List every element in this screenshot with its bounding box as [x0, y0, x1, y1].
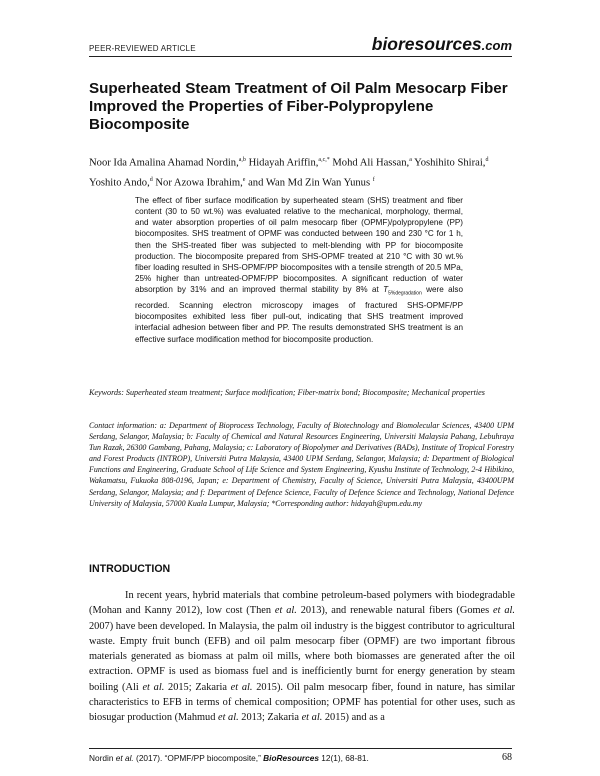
abstract-text: The effect of fiber surface modification by superheated steam (SHS) treatment and fiber content (30 to 50 wt.%) was evaluated relative to the mechanical, morphology, thermal, and water absorption properties of oil palm mesocarp fiber (OPMF)/polypropylene (PP) biocomposites. SHS treatment of OPMF was conducted between 190 and 230 °C for 1 h, then the SHS-treated fiber was subjected to melt-blending with PP for biocomposite production. The biocomposite prepared from SHS-OPMF treated at 210 °C with 30 wt.% fiber loading resulted in SHS-OPMF/PP biocomposites with a tensile strength of 20.5 MPa, 25% higher than untreated-OPMF/PP biocomposites. A significant reduction of water absorption by 31% and an improved thermal stability by 8% at	[135, 196, 463, 295]
author-affiliation: d	[485, 157, 489, 163]
abstract	[135, 195, 463, 345]
text-run-italic: et al.	[301, 712, 323, 723]
citation-etal: et al.	[115, 753, 134, 763]
keywords: Keywords: Superheated steam treatment; Surface modification; Fiber-matrix bond; Biocomposite; Mechanical properties	[89, 388, 485, 397]
author-affiliation: a,b	[238, 157, 246, 163]
page-number: 68	[502, 752, 512, 763]
journal-logo[interactable]	[372, 34, 512, 55]
citation-author: Nordin	[89, 753, 116, 763]
text-run: 2013), and renewable natural fibers (Gomes	[296, 605, 494, 617]
abstract-text-end: were also recorded. Scanning electron microscopy images of fractured SHS-OPMF/PP biocomposites exhibited less fiber pull-out, indicating that SHS treatment improved interfacial adhesion between fiber and PP. The results demonstrated SHS treatment is an effective surface modification method for biocomposite production.	[135, 285, 464, 344]
logo-suffix-text: .com	[481, 38, 512, 53]
introduction-paragraph	[89, 588, 515, 725]
text-run-italic: et al.	[230, 681, 253, 693]
text-run: 2015; Zakaria	[164, 681, 231, 693]
footer-rule	[89, 748, 512, 749]
text-run-italic: et al.	[142, 681, 165, 693]
author-affiliation: e	[242, 176, 246, 183]
text-run: 2013; Zakaria	[238, 712, 302, 723]
text-run: 2007) have been developed. In Malaysia, the palm oil industry is the biggest contributor to agricultural waste. Empty fruit bunch (EFB) and oil palm mesocarp fiber (OPMF) are two important fibrous materials generated as biomass at palm oil mills, where both biomasses are generated after the oil extraction. OPMF is used as biomass fuel and is inefficiently burnt for energy generation by steam boiling (Ali	[89, 620, 515, 693]
logo-main-text: bioresources	[371, 34, 482, 54]
author-affiliation: a,c,*	[318, 157, 330, 163]
author-name: Yoshito Ando,	[89, 177, 150, 189]
footer-citation	[89, 753, 369, 763]
section-heading-introduction: INTRODUCTION	[89, 563, 171, 575]
author-affiliation: f	[372, 176, 375, 183]
author-name: and Wan Md Zin Wan Yunus	[245, 177, 373, 189]
author-list	[89, 152, 517, 191]
author-affiliation: d	[149, 176, 153, 183]
t-symbol: T	[383, 285, 389, 295]
author-name: Yoshihito Shirai,	[411, 157, 486, 169]
author-affiliation: a	[409, 157, 412, 163]
text-run-italic: et al.	[274, 605, 297, 617]
citation-journal: BioResources	[263, 753, 319, 763]
citation-volume: 12(1), 68-81.	[318, 753, 369, 763]
t-subscript: 5%degradation	[388, 290, 422, 297]
header-rule	[89, 56, 512, 57]
text-run-italic: et al.	[218, 712, 239, 723]
author-name: Nor Azowa Ibrahim,	[152, 177, 243, 189]
article-title: Superheated Steam Treatment of Oil Palm Mesocarp Fiber Improved the Properties of Fiber-Polypropylene Biocomposite	[89, 80, 508, 133]
section-label: PEER-REVIEWED ARTICLE	[89, 44, 196, 53]
text-run: 2015) and as a	[322, 712, 385, 723]
text-run: In recent years, hybrid materials that combine petroleum-based polymers with biodegradable (Mohan and Kanny 2012), low cost (Then	[89, 590, 515, 617]
contact-information: Contact information: a: Department of Bioprocess Technology, Faculty of Biotechnology and Biomolecular Sciences, 43400 UPM Serdang, Selangor, Malaysia; b: Faculty of Chemical and Natural Resources Engineering, Universiti Malaysia Pahang, Lebuhraya Tun Razak, 26300 Gambang, Pahang, Malaysia; c: Laboratory of Biopolymer and Derivatives (BADs), Institute of Tropical Forestry and Forest Products (INTROP), Universiti Putra Malaysia, 43400 UPM Serdang, Selangor, Malaysia; d: Department of Biological Functions and Engineering, Graduate School of Life Science and System Engineering, Kyushu Institute of Technology, 2-4 Hibikino, Wakamatsu, Fukuoka 808-0196, Japan; e: Department of Chemistry, Faculty of Science, Universiti Putra Malaysia, 43400UPM Serdang, Selangor, Malaysia; and f: Department of Defence Science, Faculty of Defence Science and Technology, National Defence University of Malaysia, 57000 Kuala Lumpur, Malaysia; *Corresponding author: hidayah@upm.edu.my	[89, 421, 514, 508]
degradation-temperature-symbol	[383, 285, 422, 297]
citation-title: (2017). “OPMF/PP biocomposite,”	[133, 753, 264, 763]
text-run-italic: et al.	[493, 605, 515, 617]
author-name: Noor Ida Amalina Ahamad Nordin,	[89, 157, 239, 169]
author-name: Hidayah Ariffin,	[245, 157, 319, 169]
text-run: 2015). Oil palm mesocarp fiber, found in nature, has similar characteristics to EFB in terms of chemical composition; OPMF has potential for other uses, such as biosugar production (Mahmud	[89, 681, 515, 723]
author-name: Mohd Ali Hassan,	[329, 157, 410, 169]
